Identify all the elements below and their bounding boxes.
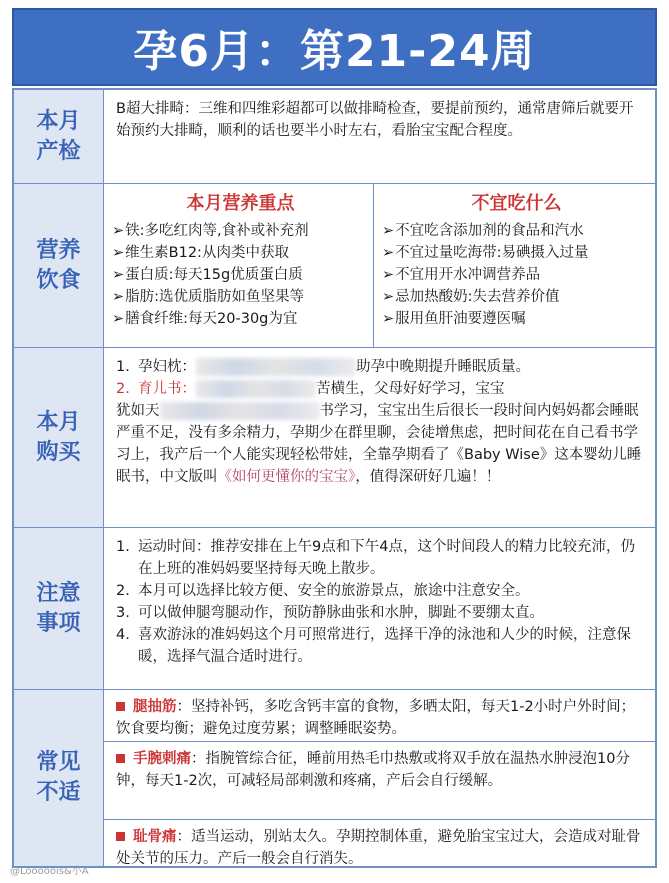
- purchase-book-description: 犹如天 书学习，宝宝出生后很长一段时间内妈妈都会睡眠严重不足，没有多余精力，孕期少在群里聊，会徒增焦虑，把时间花在自己看书学习上，我产后一个人能实现轻松带娃，全靠孕期看了《Baby Wise》这本婴幼儿睡眠书，中文版叫《如何更懂你的宝宝》，值得深研好几遍！！: [116, 403, 642, 485]
- square-bullet-icon: [116, 832, 125, 841]
- avoid-food-title: 不宜吃什么: [471, 193, 562, 214]
- square-bullet-icon: [116, 754, 125, 763]
- avoid-food-item: ➢不宜过量吃海带:易碘摄入过量: [382, 245, 589, 261]
- arrow-bullet-icon: ➢: [382, 267, 395, 283]
- nutrition-focus-item: ➢铁:多吃红肉等,食补或补充剂: [112, 223, 309, 239]
- nutrition-focus-item: ➢膳食纤维:每天20-30g为宜: [112, 311, 298, 327]
- purchase-list: [116, 356, 647, 400]
- arrow-bullet-icon: ➢: [382, 245, 395, 261]
- notes-item: 4. 喜欢游泳的准妈妈这个月可照常进行，选择干净的泳池和人少的时候，注意保暖，选择气温合适时进行。: [116, 627, 631, 665]
- row-label-text: 本月 购买: [36, 409, 81, 465]
- avoid-food-item: ➢不宜用开水冲调营养品: [382, 267, 541, 283]
- avoid-food-column: [374, 184, 655, 347]
- nutrition-focus-item: ➢蛋白质:每天15g优质蛋白质: [112, 267, 303, 283]
- notes-content: [104, 528, 655, 689]
- arrow-bullet-icon: ➢: [382, 289, 395, 305]
- avoid-food-item: ➢服用鱼肝油要遵医嘱: [382, 311, 526, 327]
- discomfort-item-leg-cramp: 腿抽筋：坚持补钙，多吃含钙丰富的食物，多晒太阳，每天1-2小时户外时间；饮食要均衡；避免过度劳累；调整睡眠姿势。: [104, 690, 655, 742]
- discomfort-item-wrist-pain: 手腕刺痛：指腕管综合征，睡前用热毛巾热敷或将双手放在温热水肿浸泡10分钟，每天1-2次，可减轻局部刺激和疼痛，产后会自行缓解。: [104, 742, 655, 820]
- row-nutrition: [14, 184, 655, 348]
- row-label-text: 常见 不适: [36, 750, 81, 805]
- notes-item: 3. 可以做伸腿弯腿动作，预防静脉曲张和水肿，脚趾不要绷太直。: [116, 605, 544, 621]
- nutrition-focus-title: 本月营养重点: [186, 193, 295, 214]
- row-label-text: 注意 事项: [36, 580, 81, 636]
- info-table: [12, 88, 657, 868]
- row-label-checkup: [14, 90, 104, 183]
- square-bullet-icon: [116, 702, 125, 711]
- arrow-bullet-icon: ➢: [112, 289, 125, 305]
- avoid-food-item: ➢不宜吃含添加剂的食品和汽水: [382, 223, 584, 239]
- nutrition-content: [104, 184, 655, 347]
- row-checkup: [14, 90, 655, 184]
- avoid-food-item: ➢忌加热酸奶:失去营养价值: [382, 289, 560, 305]
- row-label-nutrition: [14, 184, 104, 347]
- arrow-bullet-icon: ➢: [382, 223, 395, 239]
- notes-item: 1. 运动时间：推荐安排在上午9点和下午4点，这个时间段人的精力比较充沛，仍在上班的准妈妈要坚持每天晚上散步。: [116, 539, 635, 577]
- book-item-title: 育儿书：: [138, 381, 196, 397]
- row-label-notes: [14, 528, 104, 689]
- row-label-text: 营养 饮食: [36, 237, 81, 293]
- nutrition-focus-column: [104, 184, 374, 347]
- purchase-item-book: 2. 育儿书： 苦横生，父母好好学习，宝宝: [116, 381, 505, 397]
- arrow-bullet-icon: ➢: [112, 267, 125, 283]
- row-label-discomfort: [14, 690, 104, 866]
- arrow-bullet-icon: ➢: [112, 223, 125, 239]
- blurred-region: [196, 380, 316, 398]
- nutrition-focus-item: ➢脂肪:选优质脂肪如鱼坚果等: [112, 289, 305, 305]
- title-banner: [12, 8, 657, 86]
- row-label-text: 本月 产检: [36, 108, 81, 164]
- row-purchase: [14, 348, 655, 528]
- discomfort-item-pubic-pain: 耻骨痛：适当运动，别站太久。孕期控制体重，避免胎宝宝过大，会造成对耻骨处关节的压力。产后一般会自行消失。: [116, 829, 641, 867]
- arrow-bullet-icon: ➢: [112, 311, 125, 327]
- checkup-content: [104, 90, 655, 183]
- book-title-highlight: 《如何更懂你的宝宝》: [217, 469, 356, 485]
- checkup-text: B超大排畸：三维和四维彩超都可以做排畸检查，要提前预约，通常唐筛后就要开始预约大排畸，顺利的话也要半小时左右，看胎宝宝配合程度。: [116, 101, 634, 139]
- nutrition-focus-item: ➢维生素B12:从肉类中获取: [112, 245, 289, 261]
- page-title: 孕6月：第21-24周: [133, 26, 536, 77]
- row-discomfort: [14, 690, 655, 866]
- blurred-region: [160, 402, 320, 420]
- discomfort-content: [104, 690, 655, 866]
- notes-list: [116, 536, 647, 668]
- arrow-bullet-icon: ➢: [382, 311, 395, 327]
- row-label-purchase: [14, 348, 104, 527]
- notes-item: 2. 本月可以选择比较方便、安全的旅游景点，旅途中注意安全。: [116, 583, 530, 599]
- purchase-item-pillow: 1. 孕妇枕： 助孕中晚期提升睡眠质量。: [116, 359, 530, 375]
- watermark: @Looooois&小A: [10, 866, 89, 877]
- row-notes: [14, 528, 655, 690]
- blurred-region: [196, 358, 356, 376]
- purchase-content: [104, 348, 655, 527]
- arrow-bullet-icon: ➢: [112, 245, 125, 261]
